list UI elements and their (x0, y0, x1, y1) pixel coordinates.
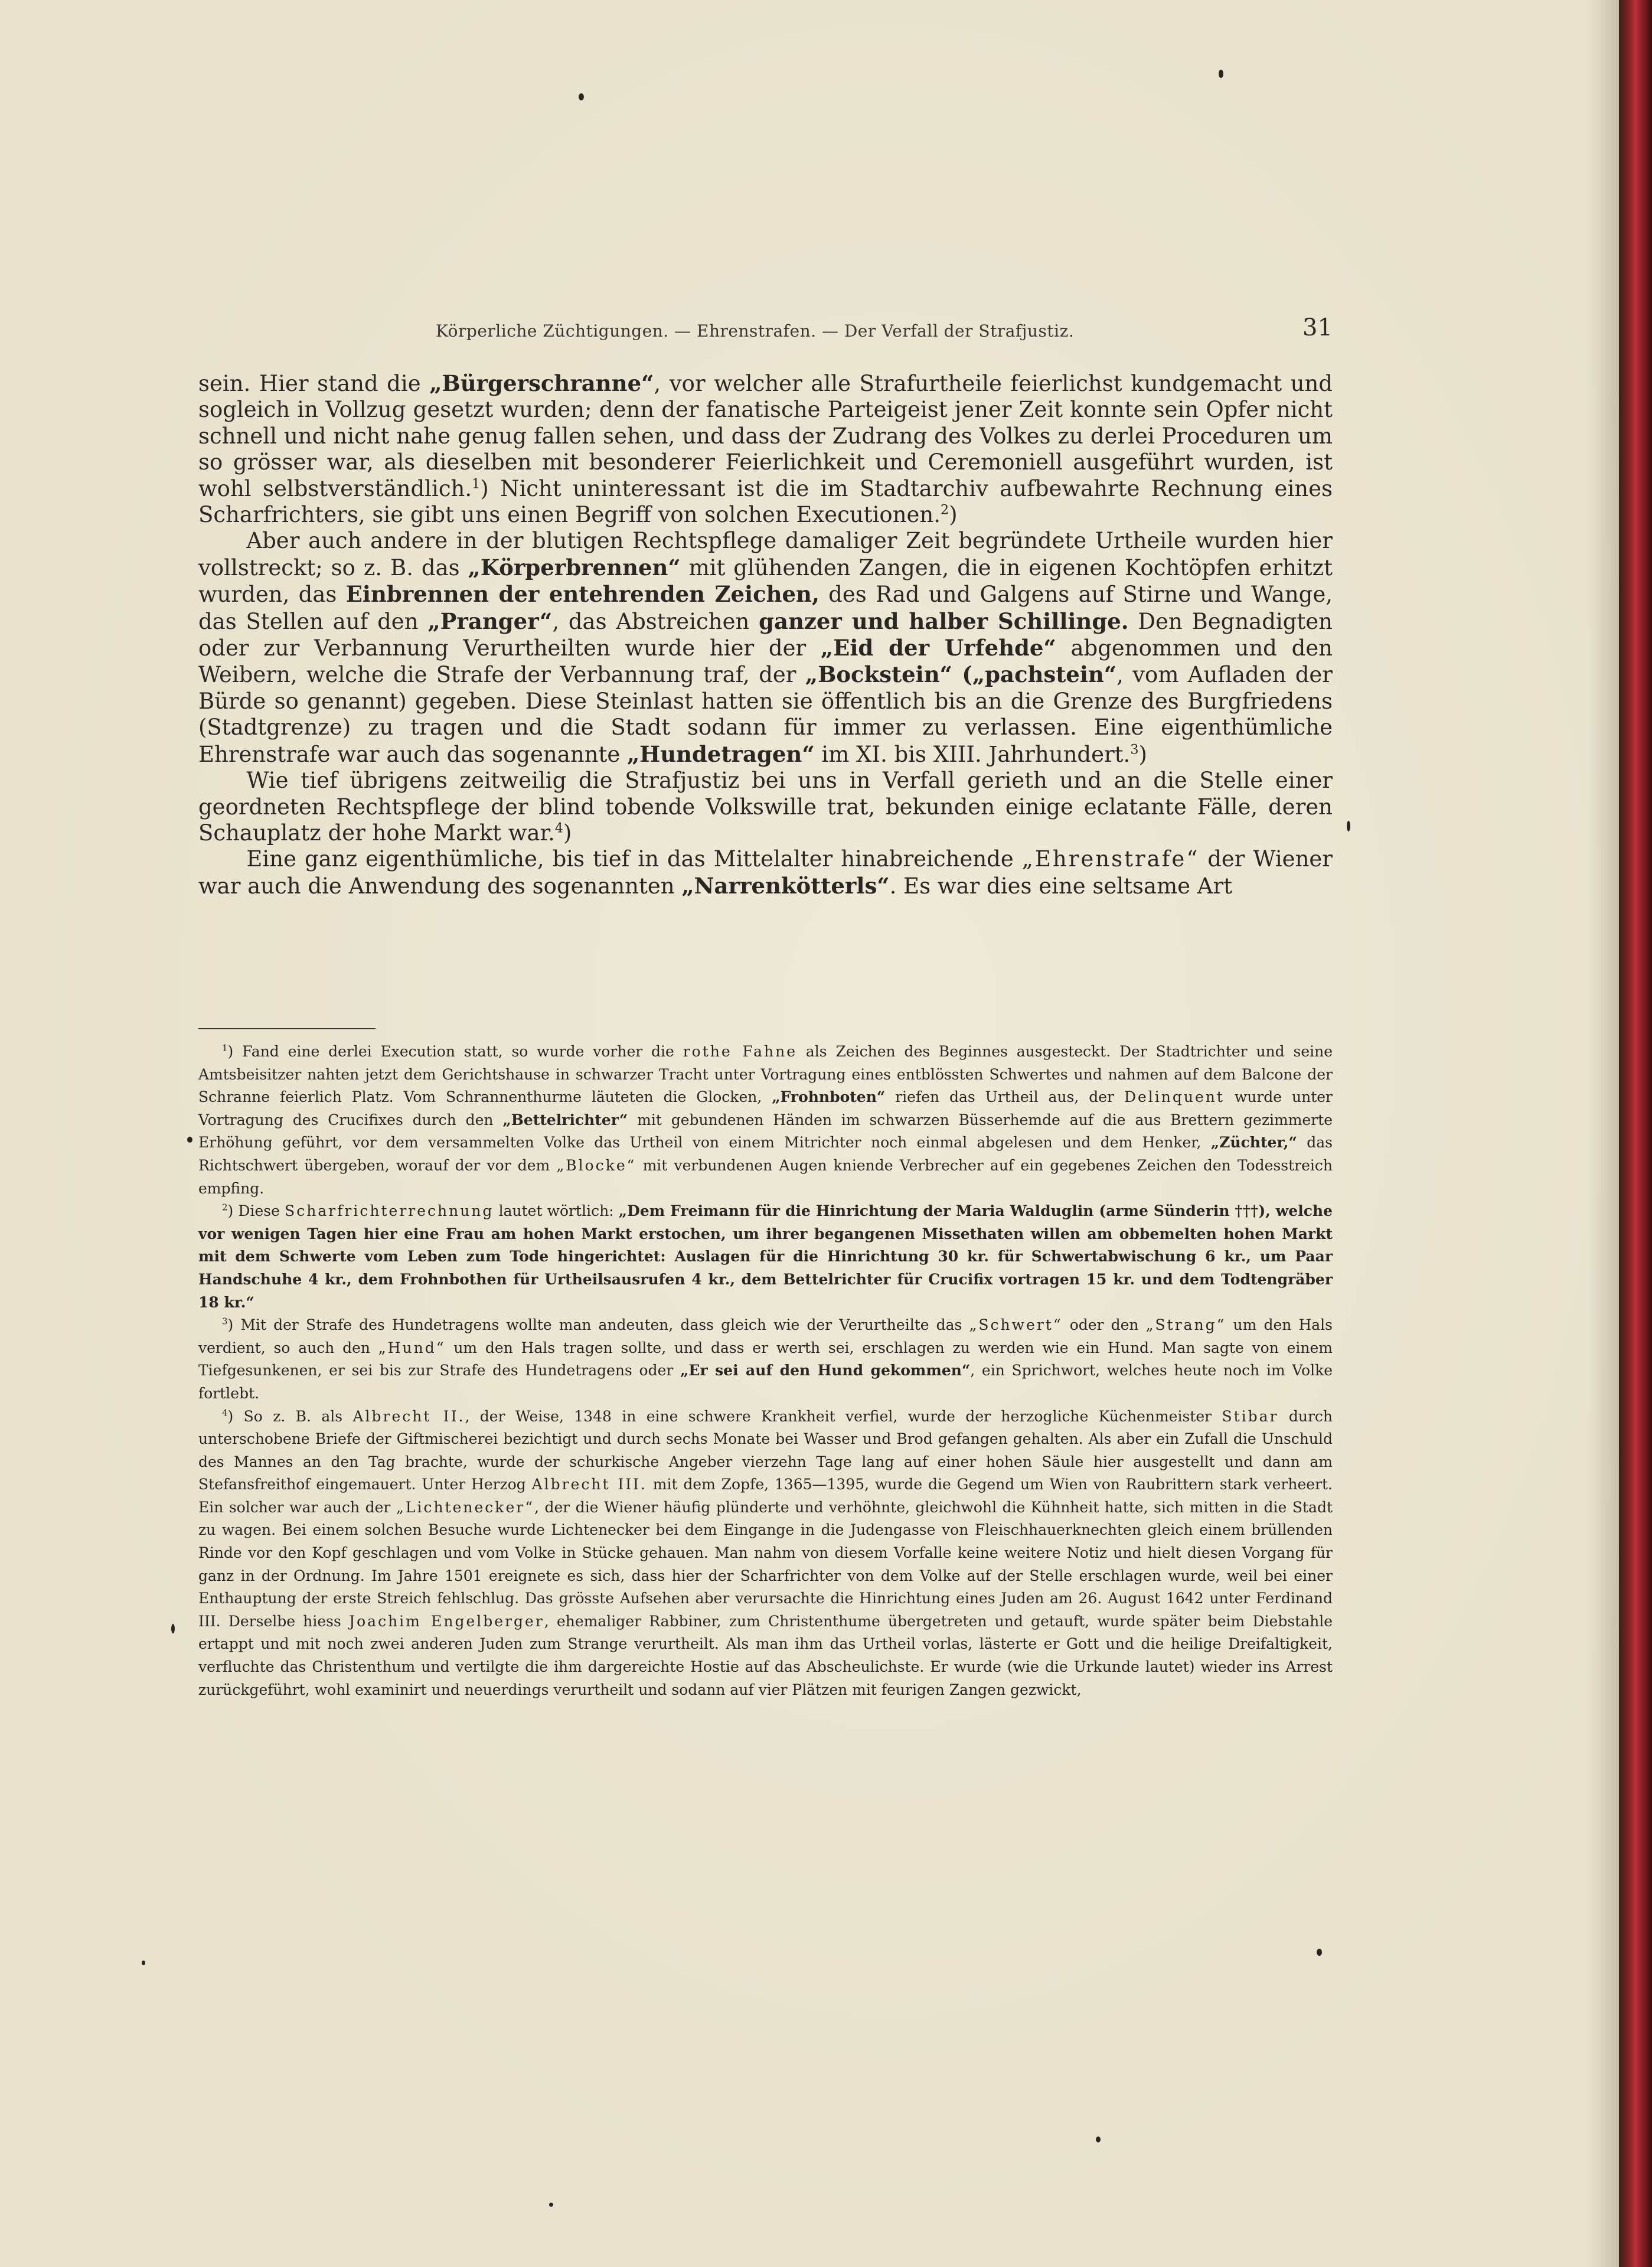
text-run: durch unterschobene Briefe der Giftmischerei bezichtigt und durch sechs Monate bei Wasser und Brod gefangen gehalten. Als aber ein Zufall die Unschuld des Mannes an den Tag brachte, wurde der schurkische Angeber vierzehn Tage lang auf einer hohen Säule hier ausgestellt und dann am Stefansfreithof eingemauert. Unter Herzog (198, 1407, 1333, 1493)
text-run: Eine ganz eigenthümliche, bis tief in das Mittelalter hinabreichende (246, 846, 1022, 872)
paper-speck (1317, 1949, 1322, 1956)
text-run: ) Diese (227, 1202, 285, 1220)
footnotes (198, 1040, 1333, 1701)
text-run: lautet wörtlich: (494, 1202, 619, 1220)
text-run: oder den (1062, 1316, 1146, 1334)
footnote-mark: 4 (222, 1407, 228, 1418)
spaced-term: Joachim Engelberger (349, 1612, 544, 1630)
fraktur-term: „Körperbrennen“ (468, 554, 681, 580)
footnote-mark: 3 (222, 1316, 228, 1327)
text-run: , der die Wiener häufig plünderte und verhöhnte, gleichwohl die Kühnheit hatte, sich mitten in die Stadt zu wagen. Bei einem solchen Besuche wurde Lichtenecker bei dem Eingange in die Judengasse von Fleischhauerknechten gleich einem brüllenden Rinde vor den Kopf geschlagen und vom Volke in Stücke gehauen. Man nahm von diesem Vorfalle keine weitere Notiz und hielt diesen Vorgang für ganz in der Ordnung. Im Jahre 1501 ereignete es sich, dass hier der Scharfrichter von dem Volke auf der Stelle erschlagen wurde, weil bei einer Enthauptung der erste Streich fehlschlug. Das grösste Aufsehen aber verursachte die Hinrichtung eines Juden am 26. August 1642 unter Ferdinand III. Derselbe hiess (198, 1498, 1333, 1630)
spaced-term: Albrecht III. (531, 1476, 647, 1493)
fraktur-term: „Eid der Urfehde“ (820, 635, 1056, 661)
text-run: mit gebundenen Händen im schwarzen Büsserhemde auf die aus Brettern gezimmerte Erhöhung geführt, vor dem versammelten Volke das Urtheil von einem Mitrichter noch einmal abgelesen und dem Henker, (198, 1111, 1333, 1152)
spaced-term: „Strang“ (1145, 1316, 1226, 1334)
fraktur-term: „Pranger“ (427, 608, 553, 634)
page-number: 31 (1302, 314, 1333, 341)
spaced-term: Delinquent (1124, 1088, 1225, 1106)
text-run: sein. Hier stand die (198, 371, 430, 396)
text-run: ) (563, 820, 572, 846)
paper-speck (171, 1624, 175, 1633)
text-run: um den Hals verdient, so auch den (198, 1316, 1333, 1356)
footnote-4 (198, 1405, 1333, 1702)
text-run: das Richtschwert übergeben, worauf der vor dem (198, 1134, 1333, 1174)
paragraph-4 (198, 846, 1333, 899)
paper-speck (1096, 2136, 1101, 2142)
fraktur-term: „Bockstein“ („pachstein“ (805, 661, 1117, 688)
spaced-term: Scharfrichterrechnung (285, 1202, 494, 1220)
text-run: um den Hals tragen sollte, und dass er werth sei, erschlagen zu werden wie ein Hund. Man sagte von einem Tiefgesunkenen, er sei bis zur Strafe des Hundetragens oder (198, 1339, 1333, 1379)
fraktur-quote: „Dem Freimann für die Hinrichtung der Maria Walduglin (arme Sünderin †††), welche vor wenigen Tagen hier eine Frau am hohen Markt erstochen, um ihrer begangenen Missethaten willen am obbemelten hohen Markt mit dem Schwerte vom Leben zum Tode hingerichtet: Auslagen für die Hinrichtung 30 kr. für Schwertabwischung 6 kr., um Paar Handschuhe 4 kr., dem Frohnbothen für Urtheilsausrufen 4 kr., dem Bettelrichter für Crucifix vortragen 15 kr. und dem Todtengräber 18 kr.“ (198, 1202, 1333, 1311)
paper-speck (1219, 70, 1223, 78)
spaced-term: „Lichtenecker“ (396, 1498, 534, 1516)
fraktur-term: „Frohnboten“ (772, 1088, 886, 1106)
footnote-1 (198, 1040, 1333, 1200)
spaced-term: „Blocke“ (556, 1156, 636, 1174)
text-run: im XI. bis XIII. Jahrhundert. (814, 741, 1131, 767)
spaced-term: „Ehrenstrafe“ (1021, 846, 1200, 872)
text-run: , vom Aufladen der Bürde so genannt) gegeben. Diese Steinlast hatten sie öffentlich bis an die Grenze des Burgfriedens (Stadtgrenze) zu tragen und die Stadt sodann für immer zu verlassen. Eine eigenthümliche Ehrenstrafe war auch das sogenannte (198, 662, 1333, 767)
page-edge-shadow (1588, 0, 1619, 2267)
fraktur-term: Einbrennen der entehrenden Zeichen, (345, 581, 820, 608)
fraktur-term: „Züchter,“ (1210, 1134, 1297, 1152)
text-run: ) Mit der Strafe des Hundetragens wollte man andeuten, dass gleich wie der Verurtheilte das (227, 1316, 969, 1334)
text-run: des Rad und Galgens auf Stirne und Wange, das Stellen auf den (198, 582, 1333, 634)
spaced-term: „Schwert“ (969, 1316, 1063, 1334)
text-run: Wie tief übrigens zeitweilig die Strafjustiz bei uns in Verfall gerieth und an die Stelle einer geordneten Rechtspflege der blind tobende Volkswille trat, bekunden einige eclatante Fälle, deren Schauplatz der hohe Markt war. (198, 768, 1333, 846)
text-run: , ehemaliger Rabbiner, zum Christenthume übergetreten und getauft, wurde später beim Diebstahle ertappt und mit noch zwei anderen Juden zum Strange verurtheilt. Als man ihm das Urtheil vorlas, lästerte er Gott und die heilige Dreifaltigkeit, verfluchte das Christenthum und vertilgte die ihm dargereichte Hostie auf das Abscheulichste. Er wurde (wie die Urkunde lautet) wieder ins Arrest zurückgeführt, wohl examinirt und neuerdings verurtheilt und sodann auf vier Plätzen mit feurigen Zangen gezwickt, (198, 1612, 1333, 1698)
paragraph-1 (198, 370, 1333, 528)
text-run: , das Abstreichen (552, 608, 759, 634)
paper-speck (187, 1137, 192, 1143)
spaced-term: „Hund“ (378, 1339, 446, 1356)
text-run: ) Fand eine derlei Execution statt, so wurde vorher die (227, 1043, 683, 1060)
text-run: . Es war dies eine seltsame Art (889, 873, 1233, 899)
fraktur-term: „Er sei auf den Hund gekommen“ (680, 1362, 971, 1379)
text-run: mit glühenden Zangen, die in eigenen Kochtöpfen erhitzt wurden, das (198, 554, 1333, 608)
fraktur-term: „Bürgerschranne“ (429, 370, 654, 396)
fraktur-term: ganzer und halber Schillinge. (759, 608, 1129, 634)
text-run: , der Weise, 1348 in eine schwere Krankheit verfiel, wurde der herzogliche Küchenmeister (465, 1407, 1222, 1425)
text-run: ) (949, 502, 958, 528)
text-run: , vor welcher alle Strafurtheile feierlichst kundgemacht und sogleich in Vollzug gesetzt wurden; denn der fanatische Parteigeist jener Zeit konnte sein Opfer nicht schnell und nicht nahe genug fallen sehen, und dass der Zudrang des Volkes zu derlei Proceduren um so grösser war, als dieselben mit besonderer Feierlichkeit und Ceremoniell ausgeführt wurden, ist wohl selbstverständlich. (198, 371, 1333, 501)
footnote-ref: 1 (472, 476, 481, 492)
footnote-3 (198, 1314, 1333, 1405)
text-run: ) (1138, 741, 1147, 767)
text-run: ) Nicht uninteressant ist die im Stadtarchiv aufbewahrte Rechnung eines Scharfrichters, sie gibt uns einen Begriff von solchen Executionen. (198, 475, 1333, 528)
text-run: der Wiener war auch die Anwendung des sogenannten (198, 846, 1333, 899)
spaced-term: rothe Fahne (683, 1043, 798, 1060)
footnote-mark: 2 (222, 1202, 228, 1213)
paragraph-3 (198, 768, 1333, 846)
footnote-mark: 1 (222, 1042, 228, 1053)
main-text (198, 370, 1333, 899)
spaced-term: Stibar (1222, 1407, 1279, 1425)
text-run: , ein Sprichwort, welches heute noch im Volke fortlebt. (198, 1362, 1333, 1402)
text-run: wurde unter Vortragung des Crucifixes durch den (198, 1088, 1333, 1128)
spaced-term: Albrecht II. (352, 1407, 465, 1425)
text-run: mit verbundenen Augen kniende Verbrecher auf ein gegebenes Zeichen den Todesstreich empfing. (198, 1156, 1333, 1197)
fraktur-term: „Narrenkötterls“ (681, 872, 890, 899)
fraktur-term: „Bettelrichter“ (502, 1111, 628, 1128)
text-run: Aber auch andere in der blutigen Rechtspflege damaliger Zeit begründete Urtheile wurden hier vollstreckt; so z. B. das (198, 528, 1333, 580)
footnote-ref: 3 (1130, 742, 1139, 758)
fraktur-term: „Hundetragen“ (627, 741, 815, 767)
footnote-ref: 4 (554, 820, 564, 836)
paper-speck (579, 93, 584, 100)
text-run: mit dem Zopfe, 1365—1395, wurde die Gegend um Wien von Raubrittern stark verheert. Ein solcher war auch der (198, 1476, 1333, 1516)
text-run: riefen das Urtheil aus, der (885, 1088, 1124, 1106)
paper-speck (549, 2203, 553, 2207)
running-header: Körperliche Züchtigungen. — Ehrenstrafen. — Der Verfall der Strafjustiz. (436, 321, 1075, 341)
paper-speck (1347, 821, 1350, 831)
footnote-2 (198, 1200, 1333, 1314)
book-spine (1619, 0, 1652, 2267)
text-run: als Zeichen des Beginnes ausgesteckt. Der Stadtrichter und seine Amtsbeisitzer nahten jetzt dem Gerichtshause in schwarzer Tracht unter Vortragung eines entblössten Schwertes und nahmen auf dem Balcone der Schranne feierlich Platz. Vom Schrannenthurme läuteten die Glocken, (198, 1043, 1333, 1106)
paragraph-2 (198, 528, 1333, 768)
footnote-ref: 2 (941, 502, 949, 518)
text-run: Den Begnadigten oder zur Verbannung Verurtheilten wurde hier der (198, 608, 1333, 661)
footnote-separator (198, 1028, 376, 1029)
text-run: ) So z. B. als (227, 1407, 353, 1425)
text-run: abgenommen und den Weibern, welche die Strafe der Verbannung traf, der (198, 635, 1333, 688)
paper-speck (142, 1961, 145, 1965)
